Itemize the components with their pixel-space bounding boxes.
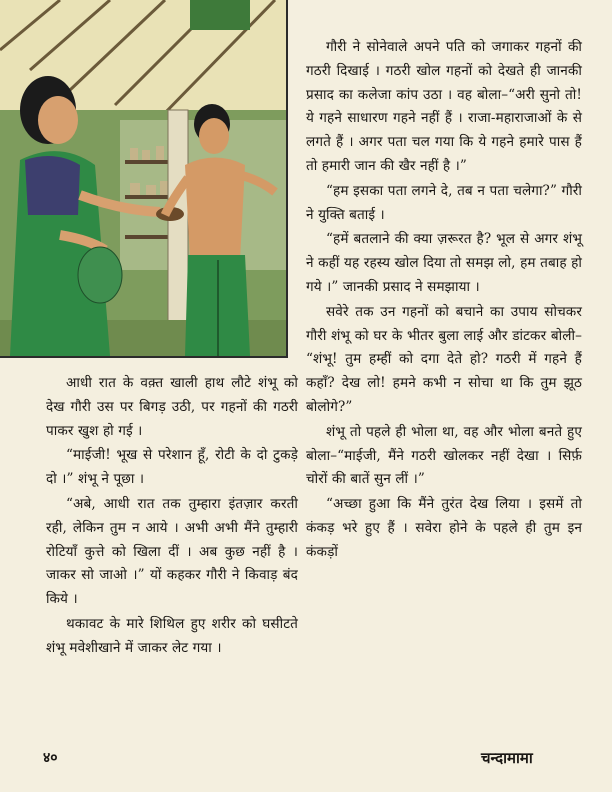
illustration-woman-gives-bundle-to-man <box>0 0 286 356</box>
right-text-column <box>306 36 582 565</box>
paragraph: “हम इसका पता लगने दे, तब न पता चलेगा?” गौरी ने युक्ति बताई । <box>306 182 582 223</box>
paragraph: आधी रात के वक़्त खाली हाथ लौटे शंभू को देख गौरी उस पर बिगड़ उठी, पर गहनों की गठरी पाकर खुश हो गई । <box>46 375 298 439</box>
paragraph: “हमें बतलाने की क्या ज़रूरत है? भूल से अगर शंभू ने कहीं यह रहस्य खोल दिया तो समझ लो, हम तबाह हो गये ।” जानकी प्रसाद ने समझाया । <box>306 231 582 295</box>
paragraph: “माईजी! भूख से परेशान हूँ, रोटी के दो टुकड़े दो ।” शंभू ने पूछा । <box>46 447 298 488</box>
paragraph: सवेरे तक उन गहनों को बचाने का उपाय सोचकर गौरी शंभू को घर के भीतर बुला लाई और डांटकर बोली– “शंभू! तुम हम्हीं को दगा देते हो? गठरी में गहने हैं कहाँ? देख लो! हमने कभी न सोचा था कि तुम झूठ बोलोगे?” <box>306 303 582 415</box>
left-text-column <box>46 372 298 661</box>
paragraph: “अच्छा हुआ कि मैंने तुरंत देख लिया । इसमें तो कंकड़ भरे हुए हैं । सवेरा होने के पहले ही तुम इन कंकड़ों <box>306 496 582 560</box>
paragraph: गौरी ने सोनेवाले अपने पति को जगाकर गहनों की गठरी दिखाई । गठरी खोल गहनों को देखते ही जानकी प्रसाद का कलेजा कांप उठा । वह बोला–“अरी सुनो तो! ये गहने साधारण गहने नहीं हैं । राजा-महाराजाओं के से लगते हैं । अगर पता चल गया कि ये गहने हमारे पास हैं तो हमारी जान की खैर नहीं है ।” <box>306 39 582 174</box>
story-illustration <box>0 0 288 358</box>
magazine-name: चन्दामामा <box>481 749 533 767</box>
paragraph: थकावट के मारे शिथिल हुए शरीर को घसीटते शंभू मवेशीखाने में जाकर लेट गया । <box>46 615 298 656</box>
paragraph: “अबे, आधी रात तक तुम्हारा इंतज़ार करती रही, लेकिन तुम न आये । अभी अभी मैंने तुम्हारी रोटियाँ कुत्ते को खिला दीं । अब कुछ नहीं है । जाकर सो जाओ ।” यों कहकर गौरी ने किवाड़ बंद किये । <box>46 495 298 608</box>
page-number: ४० <box>43 750 58 766</box>
paragraph: शंभू तो पहले ही भोला था, वह और भोला बनते हुए बोला–“माईजी, मैंने गठरी खोलकर नहीं देखा । सिर्फ़ चोरों की बातें सुन लीं ।” <box>306 423 582 488</box>
